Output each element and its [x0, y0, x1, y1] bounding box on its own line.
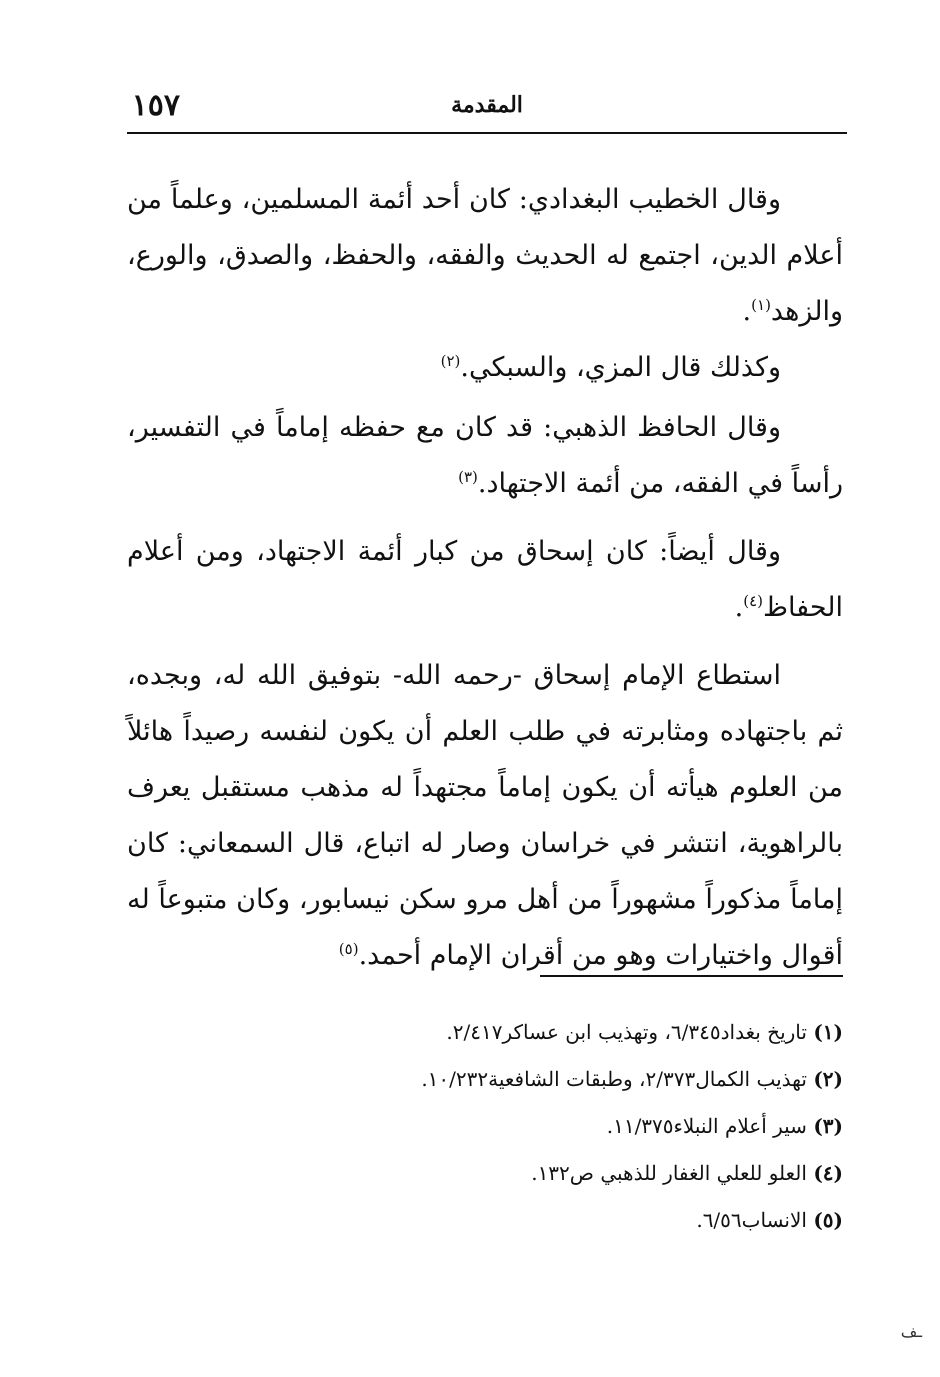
footnote-number: (٢) [813, 1067, 843, 1091]
footnote-ref-5[interactable]: (٥) [338, 940, 359, 958]
paragraph-ishaq-text: استطاع الإمام إسحاق -رحمه الله- بتوفيق الله له، وبجده، ثم باجتهاده ومثابرته في طلب العلم أن يكون لنفسه رصيداً هائلاً من العلوم هيأته أن يكون إماماً مجتهداً له مذهب مستقبل يعرف بالراهوية، انتشر في خراسان وصار له اتباع، قال السمعاني: كان إماماً مذكوراً مشهوراً من أهل مرو سكن نيسابور، وكان متبوعاً له أقوال واختيارات وهو من أقران الإمام أحمد. [127, 660, 843, 971]
footnote-text: العلو للعلي الغفار للذهبي ص١٣٢. [531, 1161, 807, 1185]
paragraph-mizzi-text: وكذلك قال المزي، والسبكي. [460, 352, 781, 383]
footnote-text: الانساب٦/٥٦. [696, 1208, 807, 1232]
footnote-number: (٥) [813, 1208, 843, 1232]
footnote-3 [127, 1106, 843, 1146]
footnote-text: تاريخ بغداد٦/٣٤٥، وتهذيب ابن عساكر٢/٤١٧. [446, 1020, 807, 1044]
footnote-text: تهذيب الكمال٢/٣٧٣، وطبقات الشافعية١٠/٢٣٢. [421, 1067, 807, 1091]
page-number: ١٥٧ [131, 88, 180, 123]
paragraph-dhahabi-2 [127, 524, 843, 636]
paragraph-mizzi [127, 340, 843, 396]
header-rule [127, 132, 847, 134]
footnote-2 [127, 1059, 843, 1099]
footnote-ref-3[interactable]: (٣) [458, 468, 478, 486]
footnotes [127, 1012, 843, 1247]
paragraph-khatib [127, 172, 843, 340]
paragraph-khatib-line2: الدين، اجتمع له الحديث والفقه، والحفظ، والصدق، والورع، والزهد [127, 240, 843, 327]
main-text [127, 172, 843, 984]
footnote-separator [540, 975, 843, 977]
footnote-ref-2[interactable]: (٢) [440, 352, 461, 370]
footnote-1 [127, 1012, 843, 1052]
footnote-number: (١) [813, 1020, 843, 1044]
paragraph-dhahabi-line2: الفقه، من أئمة الاجتهاد. [477, 468, 740, 499]
running-title: المقدمة [451, 92, 523, 118]
footnote-text: سير أعلام النبلاء١١/٣٧٥. [606, 1114, 807, 1138]
footnote-ref-1[interactable]: (١) [751, 296, 771, 314]
footnote-ref-4[interactable]: (٤) [743, 592, 763, 610]
footnote-5 [127, 1200, 843, 1240]
paragraph-ishaq [127, 648, 843, 984]
paragraph-dhahabi [127, 400, 843, 512]
paragraph-dhahabi-2-end: . [734, 592, 744, 623]
footnote-number: (٤) [813, 1161, 843, 1185]
paragraph-dhahabi-line1: وقال الحافظ الذهبي: قد كان مع حفظه إماماً في التفسير، رأساً في [127, 412, 843, 499]
footnote-number: (٣) [813, 1114, 843, 1138]
paragraph-khatib-line1: وقال الخطيب البغدادي: كان أحد أئمة المسلمين، وعلماً من أعلام [127, 184, 843, 271]
page-header [127, 88, 847, 132]
paragraph-dhahabi-2-line1: وقال أيضاً: كان إسحاق من كبار أئمة الاجتهاد، ومن أعلام [127, 536, 781, 567]
footnote-4 [127, 1153, 843, 1193]
corner-mark: ـف [900, 1322, 922, 1341]
paragraph-dhahabi-2-line2: الحفاظ [762, 592, 843, 623]
paragraph-khatib-end: . [742, 296, 752, 327]
